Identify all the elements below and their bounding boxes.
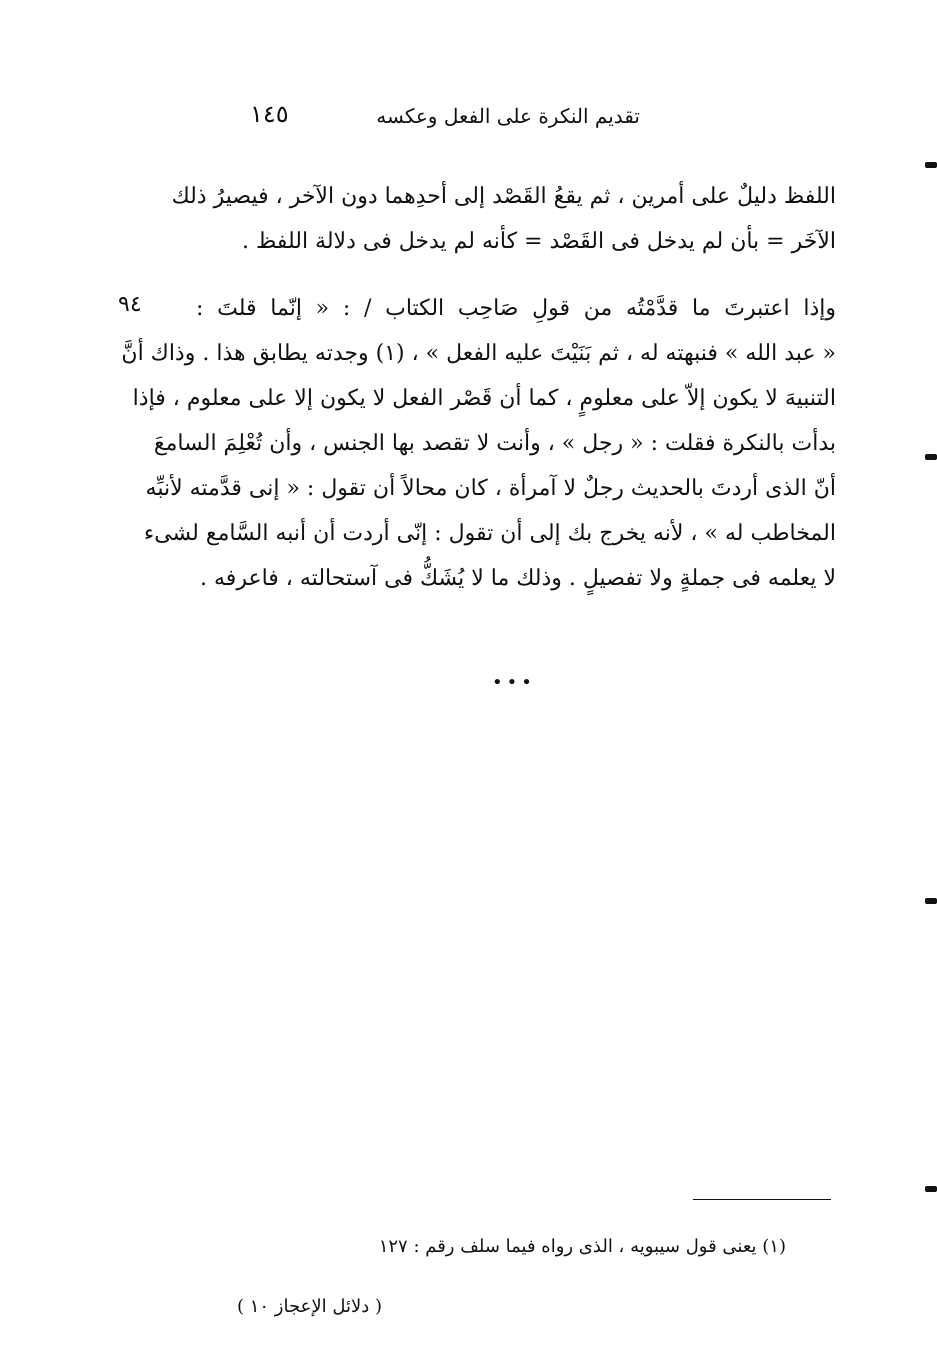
margin-reference-number: ٩٤ [118,292,142,317]
text-line: المخاطب له » ، لأنه يخرج بك إلى أن تقول : إنّى أردت أن أنبه السَّامع لشىء [143,521,836,546]
footnote: (١) يعنى قول سيبويه ، الذى رواه فيما سلف رقم : ١٢٧ [378,1236,786,1257]
text-line: لا يعلمه فى جملةٍ ولا تفصيلٍ . وذلك ما لا يُشَكُّ فى آستحالته ، فاعرفه . [200,566,836,591]
text-line: أنّ الذى أردتَ بالحديث رجلٌ لا آمرأة ، كان محالاً أن تقول : « إنى قدَّمته لأنبِّه [145,476,836,501]
page-number: ١٤٥ [250,100,289,128]
text-line: التنبيهَ لا يكون إلاّ على معلومٍ ، كما أن قَصْر الفعل لا يكون إلا على معلوم ، فإذا [132,386,836,411]
text-line: اللفظ دليلٌ على أمرين ، ثم يقعُ القَصْد إلى أحدِهما دون الآخر ، فيصيرُ ذلك [171,184,836,209]
paragraph-1 [171,174,836,264]
footnote-divider [693,1199,831,1200]
text-line: وإذا اعتبرتَ ما قدَّمْتُه من قولِ صَاحِب الكتاب / : « إنّما قلتَ : [196,296,836,321]
text-line: بدأت بالنكرة فقلت : « رجل » ، وأنت لا تقصد بها الجنس ، وأن تُعْلِمَ السامعَ [153,431,836,456]
edge-mark [925,162,937,168]
text-line: الآخَر = بأن لم يدخل فى القَصْد = كأنه لم يدخل فى دلالة اللفظ . [241,229,836,254]
page-header [200,100,700,136]
running-title: تقديم النكرة على الفعل وعكسه [376,104,640,128]
signature-mark: ( دلائل الإعجاز ١٠ ) [236,1296,382,1317]
edge-mark [925,898,937,904]
edge-mark [925,1186,937,1192]
edge-mark [925,454,937,460]
text-line: « عبد الله » فنبهته له ، ثم بَنَيْتَ عليه الفعل » ، (١) وجدته يطابق هذا . وذاك أنَّ [121,341,836,366]
section-separator: ••• [492,672,536,693]
